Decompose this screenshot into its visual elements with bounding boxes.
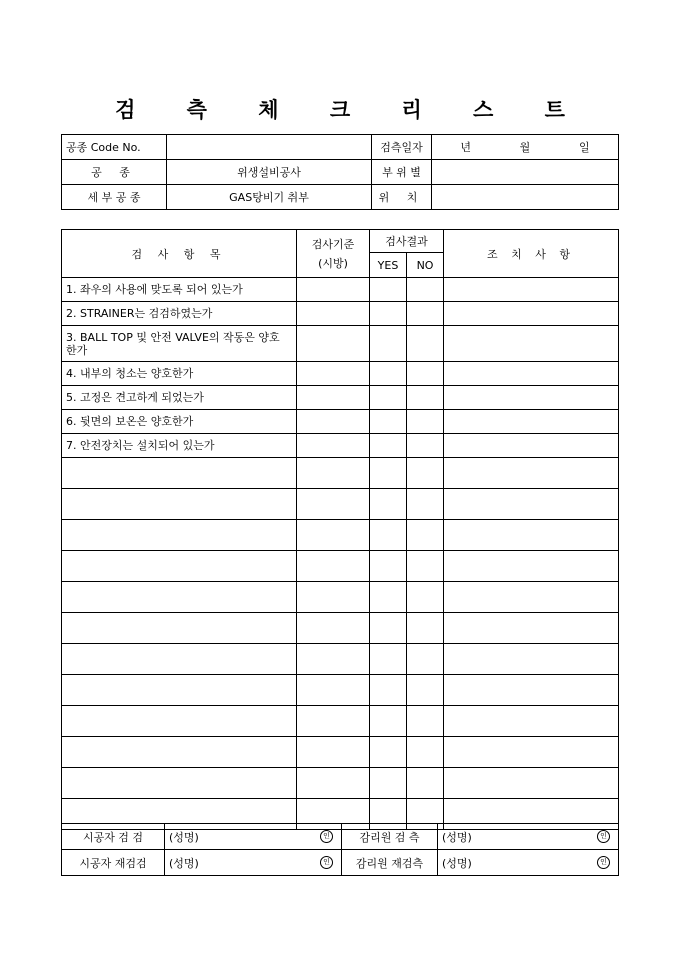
- yes-cell[interactable]: [370, 644, 407, 675]
- empty-item-cell: [62, 551, 297, 582]
- no-cell[interactable]: [407, 706, 444, 737]
- action-cell: [444, 737, 619, 768]
- standard-cell: [297, 582, 370, 613]
- checklist-table: [61, 229, 619, 830]
- name-label: (성명): [442, 830, 472, 844]
- seal-icon: 인: [320, 856, 333, 869]
- no-cell[interactable]: [407, 520, 444, 551]
- yes-cell[interactable]: [370, 278, 407, 302]
- inspection-date-label: 검측일자: [372, 135, 432, 160]
- col-yes-header: YES: [370, 253, 407, 278]
- part-value: [432, 160, 619, 185]
- no-cell[interactable]: [407, 613, 444, 644]
- yes-cell[interactable]: [370, 386, 407, 410]
- action-cell: [444, 362, 619, 386]
- standard-cell: [297, 737, 370, 768]
- col-standard-line2: (시방): [318, 256, 348, 270]
- action-cell: [444, 768, 619, 799]
- location-label: 위 치: [372, 185, 432, 210]
- action-cell: [444, 644, 619, 675]
- standard-cell: [297, 706, 370, 737]
- action-cell: [444, 582, 619, 613]
- no-cell[interactable]: [407, 302, 444, 326]
- name-label: (성명): [442, 856, 472, 870]
- signature-table: [61, 823, 619, 876]
- seal-icon: 인: [597, 856, 610, 869]
- standard-cell: [297, 458, 370, 489]
- yes-cell[interactable]: [370, 737, 407, 768]
- contractor-inspect-sign[interactable]: [165, 824, 342, 850]
- yes-cell[interactable]: [370, 458, 407, 489]
- location-value: [432, 185, 619, 210]
- empty-item-cell: [62, 613, 297, 644]
- standard-cell: [297, 386, 370, 410]
- yes-cell[interactable]: [370, 434, 407, 458]
- yes-cell[interactable]: [370, 326, 407, 362]
- empty-item-cell: [62, 458, 297, 489]
- no-cell[interactable]: [407, 675, 444, 706]
- col-item-header: 검 사 항 목: [62, 230, 297, 278]
- part-label: 부 위 별: [372, 160, 432, 185]
- action-cell: [444, 326, 619, 362]
- process-label: 공 종: [62, 160, 167, 185]
- action-cell: [444, 434, 619, 458]
- yes-cell[interactable]: [370, 613, 407, 644]
- standard-cell: [297, 768, 370, 799]
- yes-cell[interactable]: [370, 410, 407, 434]
- date-year: 년: [460, 141, 471, 154]
- date-month: 월: [519, 141, 531, 154]
- checklist-item: 4. 내부의 청소는 양호한가: [62, 362, 297, 386]
- empty-item-cell: [62, 520, 297, 551]
- detail-label: 세 부 공 종: [62, 185, 167, 210]
- action-cell: [444, 551, 619, 582]
- empty-item-cell: [62, 768, 297, 799]
- yes-cell[interactable]: [370, 706, 407, 737]
- no-cell[interactable]: [407, 326, 444, 362]
- empty-item-cell: [62, 675, 297, 706]
- seal-icon: 인: [597, 830, 610, 843]
- no-cell[interactable]: [407, 551, 444, 582]
- no-cell[interactable]: [407, 434, 444, 458]
- standard-cell: [297, 326, 370, 362]
- col-no-header: NO: [407, 253, 444, 278]
- supervisor-reinspect-label: 감리원 재검측: [342, 850, 438, 876]
- contractor-reinspect-sign[interactable]: [165, 850, 342, 876]
- yes-cell[interactable]: [370, 768, 407, 799]
- action-cell: [444, 613, 619, 644]
- empty-item-cell: [62, 706, 297, 737]
- info-table: [61, 134, 619, 210]
- detail-value: GAS탕비기 취부: [167, 185, 372, 210]
- page-title: 검 측 체 크 리 스 트: [115, 97, 587, 122]
- checklist-item: 5. 고정은 견고하게 되었는가: [62, 386, 297, 410]
- no-cell[interactable]: [407, 386, 444, 410]
- no-cell[interactable]: [407, 410, 444, 434]
- name-label: (성명): [169, 856, 199, 870]
- inspection-date-value: [432, 135, 619, 160]
- seal-icon: 인: [320, 830, 333, 843]
- action-cell: [444, 278, 619, 302]
- supervisor-reinspect-sign[interactable]: [438, 850, 619, 876]
- no-cell[interactable]: [407, 644, 444, 675]
- yes-cell[interactable]: [370, 489, 407, 520]
- empty-item-cell: [62, 582, 297, 613]
- no-cell[interactable]: [407, 458, 444, 489]
- contractor-inspect-label: 시공자 검 검: [62, 824, 165, 850]
- no-cell[interactable]: [407, 278, 444, 302]
- empty-item-cell: [62, 737, 297, 768]
- no-cell[interactable]: [407, 489, 444, 520]
- checklist-item: 6. 뒷면의 보온은 양호한가: [62, 410, 297, 434]
- action-cell: [444, 302, 619, 326]
- standard-cell: [297, 489, 370, 520]
- standard-cell: [297, 644, 370, 675]
- action-cell: [444, 520, 619, 551]
- standard-cell: [297, 278, 370, 302]
- action-cell: [444, 675, 619, 706]
- checklist-item: 2. STRAINER는 검검하였는가: [62, 302, 297, 326]
- no-cell[interactable]: [407, 768, 444, 799]
- col-result-header: 검사결과: [370, 230, 444, 253]
- standard-cell: [297, 362, 370, 386]
- no-cell[interactable]: [407, 737, 444, 768]
- standard-cell: [297, 520, 370, 551]
- standard-cell: [297, 675, 370, 706]
- contractor-reinspect-label: 시공자 재검검: [62, 850, 165, 876]
- standard-cell: [297, 410, 370, 434]
- process-code-label: 공종 Code No.: [62, 135, 167, 160]
- empty-item-cell: [62, 489, 297, 520]
- date-day: 일: [579, 141, 590, 154]
- standard-cell: [297, 302, 370, 326]
- yes-cell[interactable]: [370, 302, 407, 326]
- action-cell: [444, 489, 619, 520]
- action-cell: [444, 458, 619, 489]
- supervisor-inspect-label: 감리원 검 측: [342, 824, 438, 850]
- process-value: 위생설비공사: [167, 160, 372, 185]
- checklist-item: 7. 안전장치는 설치되어 있는가: [62, 434, 297, 458]
- action-cell: [444, 410, 619, 434]
- col-action-header: 조 치 사 항: [444, 230, 619, 278]
- yes-cell[interactable]: [370, 362, 407, 386]
- standard-cell: [297, 434, 370, 458]
- col-standard-line1: 검사기준: [311, 237, 355, 251]
- yes-cell[interactable]: [370, 551, 407, 582]
- action-cell: [444, 386, 619, 410]
- standard-cell: [297, 613, 370, 644]
- process-code-value: [167, 135, 372, 160]
- yes-cell[interactable]: [370, 520, 407, 551]
- standard-cell: [297, 551, 370, 582]
- col-standard-header: [297, 230, 370, 278]
- no-cell[interactable]: [407, 582, 444, 613]
- name-label: (성명): [169, 830, 199, 844]
- yes-cell[interactable]: [370, 582, 407, 613]
- empty-item-cell: [62, 644, 297, 675]
- action-cell: [444, 706, 619, 737]
- no-cell[interactable]: [407, 362, 444, 386]
- checklist-item: 3. BALL TOP 및 안전 VALVE의 작동은 양호 한가: [62, 326, 297, 362]
- supervisor-inspect-sign[interactable]: [438, 824, 619, 850]
- checklist-item: 1. 좌우의 사용에 맞도록 되어 있는가: [62, 278, 297, 302]
- yes-cell[interactable]: [370, 675, 407, 706]
